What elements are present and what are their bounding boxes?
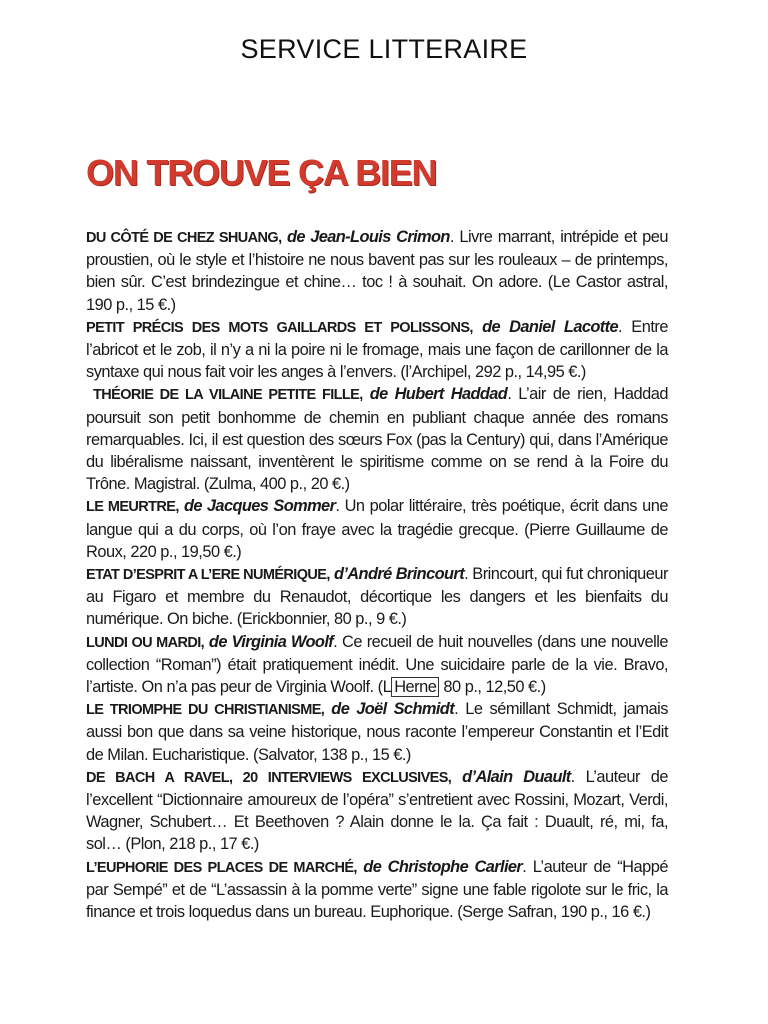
review-item [86,698,668,766]
review-author: de Hubert Haddad [369,385,508,404]
review-text: . Brincourt, qui fut chroniqueur au Figaro et membre du Renaudot, décortique les dangers et les bienfaits du numérique. On biche. (Erickbonnier, 80 p., 9 €.) [86,565,668,629]
review-text: . Entre l’abricot et le zob, il n’y a ni la poire ni le fromage, mais une façon de carillonner de la syntaxe qui nous fait voir les anges à l’envers. (l’Archipel, 292 p., 14,95 €.) [86,317,668,382]
review-item [86,316,668,384]
review-author: d’Alain Duault [462,767,571,786]
review-text: . Un polar littéraire, très poétique, écrit dans une langue qui a du corps, où l’on fraye avec la tragédie grecque. (Pierre Guillaume de Roux, 220 p., 19,50 €.) [86,497,668,561]
review-title: THÉORIE DE LA VILAINE PETITE FILLE, [93,387,363,404]
review-author: de Daniel Lacotte [482,317,618,336]
review-text: . Ce recueil de huit nouvelles (dans une nouvelle collection “Roman”) était pratiquement inédit. Une suicidaire parle de la vie. Bravo, l’artiste. On n’a pas peur de Virginia Woolf. (L [86,632,669,697]
review-title: LE TRIOMPHE DU CHRISTIANISME, [86,702,325,719]
review-text-after: 80 p., 12,50 €.) [439,678,546,697]
review-item [86,383,668,495]
review-title: DE BACH A RAVEL, 20 INTERVIEWS EXCLUSIVES, [86,769,452,786]
publisher-box: Herne [391,677,439,697]
review-author: d’André Brincourt [333,565,465,584]
review-text: . L’air de rien, Haddad poursuit son petit bonhomme de chemin en publiant chaque année des romans remarquables. Ici, il est question des sœurs Fox (pas la Century) qui, dans l’Amérique du libéralisme naissant, inventèrent le spiritisme comme on se rend à la Foire du Trône. Magistral. (Zulma, 400 p., 20 €.) [86,385,668,494]
section-title: ON TROUVE ÇA BIEN [86,152,437,193]
review-item [86,856,668,924]
review-item [86,226,668,316]
review-author: de Joël Schmidt [331,700,455,719]
review-title: L’EUPHORIE DES PLACES DE MARCHÉ, [86,859,357,876]
reviews-list [86,226,668,923]
review-text: . L’auteur de l’excellent “Dictionnaire amoureux de l’opéra” s’entretient avec Rossini, Mozart, Verdi, Wagner, Schubert… Et Beethoven ? Alain donne le la. Ça fait : Duault, ré, mi, fa, sol… (Plon, 218 p., 17 €.) [86,767,668,854]
review-title: LE MEURTRE, [86,499,179,516]
review-author: de Christophe Carlier [363,857,523,876]
review-item [86,631,668,699]
review-author: de Jean-Louis Crimon [286,228,450,246]
review-title: PETIT PRÉCIS DES MOTS GAILLARDS ET POLISSONS, [86,319,473,336]
page-header: SERVICE LITTERAIRE [240,34,528,64]
review-author: de Virginia Woolf [208,632,334,651]
review-author: de Jacques Sommer [183,497,336,516]
review-item [86,495,668,563]
review-text: . Le sémillant Schmidt, jamais aussi bon que dans sa veine historique, nous raconte l’empereur Constantin et l’Edit de Milan. Eucharistique. (Salvator, 138 p., 15 €.) [86,700,668,764]
review-title: DU CÔTÉ DE CHEZ SHUANG, [86,230,282,246]
review-title: ETAT D’ESPRIT A L’ERE NUMÉRIQUE, [86,567,330,584]
review-item [86,766,668,856]
review-text: . Livre marrant, intrépide et peu proustien, où le style et l’histoire ne nous bavent pas sur les rouleaux – de printemps, bien sûr. C’est brindezingue et chine… toc ! à souhait. On adore. (Le Castor astral, 190 p., 15 €.) [86,228,669,314]
review-title: LUNDI OU MARDI, [86,634,205,651]
review-item [86,563,668,631]
review-text: . L’auteur de “Happé par Sempé” et de “L’assassin à la pomme verte” signe une fable rigolote sur le fric, la finance et trois loquedus dans un bureau. Euphorique. (Serge Safran, 190 p., 16 €.) [86,857,668,922]
